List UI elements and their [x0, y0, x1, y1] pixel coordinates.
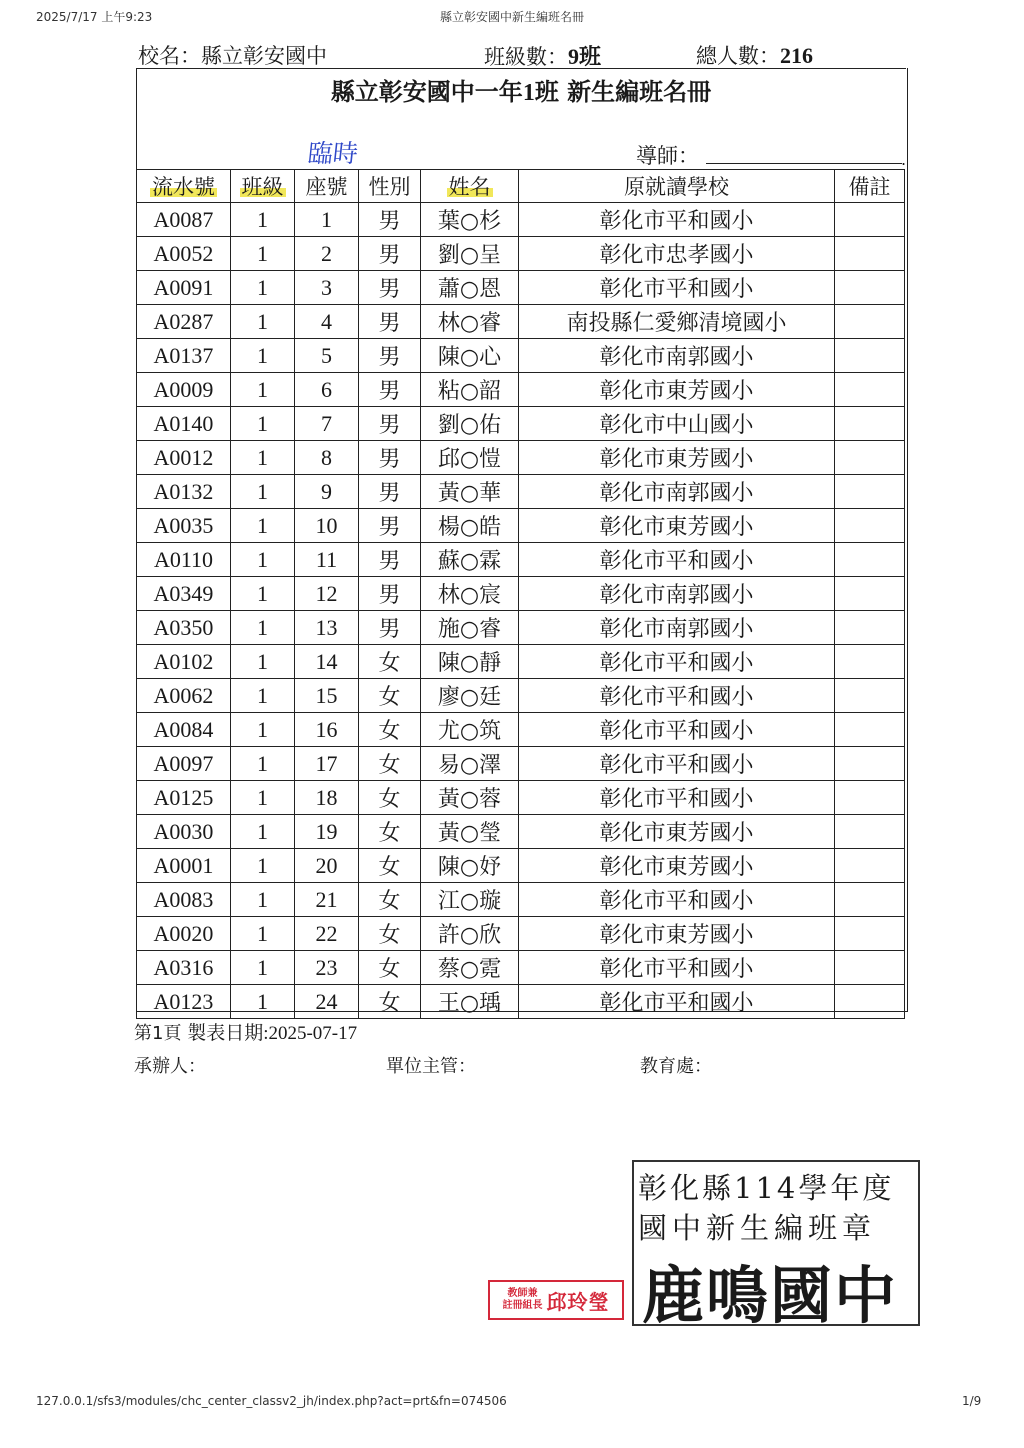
cell-prev-school: 彰化市忠孝國小 — [519, 237, 835, 271]
cell-gender: 男 — [359, 203, 421, 237]
registrar-title-line2: 註冊組長 — [502, 1300, 543, 1311]
class-count — [484, 40, 601, 71]
cell-seat: 16 — [295, 713, 359, 747]
table-row — [137, 781, 905, 815]
office-label: 教育處： — [640, 1056, 712, 1077]
supervisor-label: 單位主管： — [386, 1056, 476, 1077]
cell-prev-school: 彰化市平和國小 — [519, 781, 835, 815]
table-row — [137, 407, 905, 441]
cell-gender: 男 — [359, 611, 421, 645]
cell-prev-school: 彰化市南郭國小 — [519, 339, 835, 373]
cell-gender: 男 — [359, 237, 421, 271]
cell-gender: 男 — [359, 373, 421, 407]
cell-remarks — [835, 951, 905, 985]
cell-seat: 8 — [295, 441, 359, 475]
cell-seat: 13 — [295, 611, 359, 645]
cell-seat: 15 — [295, 679, 359, 713]
cell-seat: 14 — [295, 645, 359, 679]
cell-remarks — [835, 747, 905, 781]
table-row — [137, 849, 905, 883]
cell-name: 粘○韶 — [421, 373, 519, 407]
cell-gender: 女 — [359, 713, 421, 747]
cell-remarks — [835, 883, 905, 917]
cell-remarks — [835, 985, 905, 1019]
print-url: 127.0.0.1/sfs3/modules/chc_center_classv2_jh/index.php?act=prt&fn=074506 — [36, 1394, 507, 1408]
cell-seat: 11 — [295, 543, 359, 577]
cell-name: 陳○妤 — [421, 849, 519, 883]
cell-name: 施○睿 — [421, 611, 519, 645]
cell-name: 蔡○霓 — [421, 951, 519, 985]
cell-gender: 男 — [359, 339, 421, 373]
cell-serial: A0091 — [137, 271, 231, 305]
cell-class: 1 — [231, 407, 295, 441]
cell-class: 1 — [231, 271, 295, 305]
cell-gender: 女 — [359, 985, 421, 1019]
cell-serial: A0125 — [137, 781, 231, 815]
cell-name: 尤○筑 — [421, 713, 519, 747]
table-row — [137, 577, 905, 611]
cell-remarks — [835, 475, 905, 509]
cell-serial: A0350 — [137, 611, 231, 645]
cell-class: 1 — [231, 951, 295, 985]
seal-line-3: 鹿鳴國中 — [642, 1259, 899, 1332]
cell-prev-school: 彰化市南郭國小 — [519, 611, 835, 645]
cell-class: 1 — [231, 577, 295, 611]
cell-seat: 1 — [295, 203, 359, 237]
table-row — [137, 237, 905, 271]
cell-name: 黃○華 — [421, 475, 519, 509]
table-row — [137, 475, 905, 509]
cell-prev-school: 彰化市東芳國小 — [519, 509, 835, 543]
cell-serial: A0083 — [137, 883, 231, 917]
footer-date-label: 製表日期:2025-07-17 — [187, 1023, 358, 1044]
print-page-counter: 1/9 — [962, 1394, 982, 1408]
cell-prev-school: 南投縣仁愛鄉清境國小 — [519, 305, 835, 339]
col-header-gender: 性別 — [359, 170, 421, 203]
cell-name: 江○璇 — [421, 883, 519, 917]
cell-class: 1 — [231, 883, 295, 917]
cell-class: 1 — [231, 815, 295, 849]
cell-remarks — [835, 339, 905, 373]
cell-serial: A0009 — [137, 373, 231, 407]
cell-gender: 女 — [359, 815, 421, 849]
cell-gender: 女 — [359, 951, 421, 985]
cell-remarks — [835, 271, 905, 305]
roster-title — [136, 72, 906, 107]
school-info-bar — [138, 40, 908, 68]
cell-seat: 3 — [295, 271, 359, 305]
cell-serial: A0349 — [137, 577, 231, 611]
col-header-name: 姓名 — [421, 170, 519, 203]
teacher-signature-line — [706, 163, 902, 164]
cell-class: 1 — [231, 509, 295, 543]
cell-class: 1 — [231, 849, 295, 883]
cell-seat: 22 — [295, 917, 359, 951]
cell-name: 林○宸 — [421, 577, 519, 611]
cell-serial: A0035 — [137, 509, 231, 543]
seal-line-2: 國中新生編班章 — [638, 1211, 877, 1245]
cell-name: 蕭○恩 — [421, 271, 519, 305]
cell-class: 1 — [231, 305, 295, 339]
cell-gender: 男 — [359, 271, 421, 305]
cell-prev-school: 彰化市東芳國小 — [519, 373, 835, 407]
table-row — [137, 305, 905, 339]
cell-seat: 2 — [295, 237, 359, 271]
seal-line-1: 彰化縣114學年度 — [638, 1171, 895, 1205]
print-timestamp: 2025/7/17 上午9:23 — [36, 10, 153, 24]
cell-remarks — [835, 441, 905, 475]
cell-serial: A0132 — [137, 475, 231, 509]
cell-seat: 12 — [295, 577, 359, 611]
cell-class: 1 — [231, 747, 295, 781]
table-row — [137, 203, 905, 237]
cell-class: 1 — [231, 543, 295, 577]
cell-name: 陳○靜 — [421, 645, 519, 679]
table-row — [137, 543, 905, 577]
table-row — [137, 509, 905, 543]
cell-gender: 女 — [359, 849, 421, 883]
cell-serial: A0012 — [137, 441, 231, 475]
cell-gender: 男 — [359, 577, 421, 611]
cell-serial: A0030 — [137, 815, 231, 849]
cell-seat: 10 — [295, 509, 359, 543]
cell-prev-school: 彰化市平和國小 — [519, 985, 835, 1019]
col-header-seat: 座號 — [295, 170, 359, 203]
cell-class: 1 — [231, 713, 295, 747]
cell-class: 1 — [231, 441, 295, 475]
cell-prev-school: 彰化市平和國小 — [519, 713, 835, 747]
col-header-prev-school: 原就讀學校 — [519, 170, 835, 203]
cell-remarks — [835, 543, 905, 577]
cell-serial: A0087 — [137, 203, 231, 237]
cell-name: 楊○皓 — [421, 509, 519, 543]
cell-gender: 女 — [359, 883, 421, 917]
cell-prev-school: 彰化市平和國小 — [519, 747, 835, 781]
roster-body — [137, 203, 905, 1019]
cell-seat: 24 — [295, 985, 359, 1019]
cell-seat: 17 — [295, 747, 359, 781]
cell-prev-school: 彰化市平和國小 — [519, 203, 835, 237]
cell-class: 1 — [231, 611, 295, 645]
cell-serial: A0316 — [137, 951, 231, 985]
cell-remarks — [835, 373, 905, 407]
table-row — [137, 441, 905, 475]
cell-class: 1 — [231, 373, 295, 407]
handwritten-class-name: 臨時 — [306, 139, 360, 168]
cell-serial: A0102 — [137, 645, 231, 679]
cell-serial: A0123 — [137, 985, 231, 1019]
cell-remarks — [835, 509, 905, 543]
cell-class: 1 — [231, 781, 295, 815]
cell-gender: 男 — [359, 509, 421, 543]
title-suffix: 班 新生編班名冊 — [534, 78, 712, 106]
table-header-row — [137, 170, 905, 203]
cell-gender: 女 — [359, 747, 421, 781]
cell-gender: 女 — [359, 917, 421, 951]
print-header — [0, 8, 1024, 28]
cell-class: 1 — [231, 679, 295, 713]
cell-name: 林○睿 — [421, 305, 519, 339]
cell-prev-school: 彰化市平和國小 — [519, 543, 835, 577]
handler-label: 承辦人： — [134, 1056, 206, 1077]
cell-gender: 男 — [359, 441, 421, 475]
table-row — [137, 747, 905, 781]
col-header-serial: 流水號 — [137, 170, 231, 203]
cell-prev-school: 彰化市中山國小 — [519, 407, 835, 441]
cell-remarks — [835, 407, 905, 441]
cell-seat: 9 — [295, 475, 359, 509]
teacher-label: 導師： — [636, 144, 699, 168]
cell-serial: A0084 — [137, 713, 231, 747]
cell-name: 易○澤 — [421, 747, 519, 781]
cell-seat: 18 — [295, 781, 359, 815]
cell-prev-school: 彰化市東芳國小 — [519, 441, 835, 475]
footer-page-date — [134, 1018, 357, 1045]
cell-serial: A0020 — [137, 917, 231, 951]
cell-prev-school: 彰化市平和國小 — [519, 679, 835, 713]
cell-seat: 20 — [295, 849, 359, 883]
title-class-no: 1 — [522, 80, 535, 106]
cell-seat: 6 — [295, 373, 359, 407]
cell-remarks — [835, 237, 905, 271]
cell-prev-school: 彰化市南郭國小 — [519, 577, 835, 611]
cell-seat: 4 — [295, 305, 359, 339]
cell-gender: 男 — [359, 475, 421, 509]
cell-seat: 23 — [295, 951, 359, 985]
cell-class: 1 — [231, 203, 295, 237]
table-row — [137, 917, 905, 951]
registrar-title — [503, 1288, 543, 1312]
frame-top-rule — [136, 68, 906, 69]
cell-remarks — [835, 203, 905, 237]
class-count-value: 9班 — [568, 44, 602, 69]
table-row — [137, 373, 905, 407]
cell-remarks — [835, 679, 905, 713]
cell-prev-school: 彰化市東芳國小 — [519, 917, 835, 951]
cell-class: 1 — [231, 237, 295, 271]
cell-gender: 女 — [359, 781, 421, 815]
cell-prev-school: 彰化市平和國小 — [519, 951, 835, 985]
cell-class: 1 — [231, 917, 295, 951]
cell-remarks — [835, 815, 905, 849]
cell-name: 劉○佑 — [421, 407, 519, 441]
registrar-stamp — [488, 1280, 624, 1320]
class-count-label: 班級數： — [484, 45, 568, 69]
table-row — [137, 951, 905, 985]
registrar-name: 邱玲瑩 — [546, 1289, 610, 1314]
total-count — [696, 40, 813, 70]
cell-class: 1 — [231, 645, 295, 679]
cell-serial: A0097 — [137, 747, 231, 781]
cell-name: 蘇○霖 — [421, 543, 519, 577]
teacher-line-dot: . — [901, 150, 907, 169]
table-row — [137, 339, 905, 373]
cell-name: 黃○蓉 — [421, 781, 519, 815]
cell-class: 1 — [231, 475, 295, 509]
cell-remarks — [835, 611, 905, 645]
cell-remarks — [835, 713, 905, 747]
cell-gender: 男 — [359, 305, 421, 339]
cell-seat: 5 — [295, 339, 359, 373]
table-row — [137, 611, 905, 645]
cell-remarks — [835, 577, 905, 611]
table-row — [137, 883, 905, 917]
cell-serial: A0110 — [137, 543, 231, 577]
cell-name: 黃○瑩 — [421, 815, 519, 849]
cell-serial: A0052 — [137, 237, 231, 271]
cell-seat: 19 — [295, 815, 359, 849]
cell-gender: 男 — [359, 407, 421, 441]
cell-name: 葉○杉 — [421, 203, 519, 237]
table-row — [137, 815, 905, 849]
cell-remarks — [835, 849, 905, 883]
table-row — [137, 713, 905, 747]
cell-remarks — [835, 645, 905, 679]
table-row — [137, 271, 905, 305]
total-label: 總人數： — [696, 44, 780, 68]
total-value: 216 — [780, 43, 813, 68]
cell-prev-school: 彰化市平和國小 — [519, 645, 835, 679]
cell-name: 陳○心 — [421, 339, 519, 373]
table-row — [137, 645, 905, 679]
cell-remarks — [835, 781, 905, 815]
cell-prev-school: 彰化市南郭國小 — [519, 475, 835, 509]
school-name: 校名：縣立彰安國中 — [138, 44, 327, 68]
cell-serial: A0001 — [137, 849, 231, 883]
cell-prev-school: 彰化市東芳國小 — [519, 815, 835, 849]
cell-serial: A0062 — [137, 679, 231, 713]
registrar-title-line1: 教師兼 — [507, 1288, 538, 1299]
student-roster-table — [136, 169, 905, 1019]
cell-name: 許○欣 — [421, 917, 519, 951]
cell-serial: A0140 — [137, 407, 231, 441]
cell-gender: 女 — [359, 679, 421, 713]
cell-name: 王○瑀 — [421, 985, 519, 1019]
col-header-remarks: 備註 — [835, 170, 905, 203]
cell-name: 廖○廷 — [421, 679, 519, 713]
cell-serial: A0287 — [137, 305, 231, 339]
cell-remarks — [835, 305, 905, 339]
cell-class: 1 — [231, 985, 295, 1019]
cell-prev-school: 彰化市平和國小 — [519, 271, 835, 305]
cell-seat: 7 — [295, 407, 359, 441]
cell-prev-school: 彰化市東芳國小 — [519, 849, 835, 883]
print-page-title: 縣立彰安國中新生編班名冊 — [439, 10, 584, 24]
title-prefix: 縣立彰安國中一年 — [330, 78, 523, 106]
cell-gender: 男 — [359, 543, 421, 577]
cell-serial: A0137 — [137, 339, 231, 373]
cell-name: 邱○愷 — [421, 441, 519, 475]
class-assignment-seal — [632, 1160, 920, 1332]
table-row — [137, 679, 905, 713]
cell-remarks — [835, 917, 905, 951]
footer-page-label: 第1頁 — [134, 1023, 182, 1044]
table-row — [137, 985, 905, 1019]
cell-prev-school: 彰化市平和國小 — [519, 883, 835, 917]
cell-seat: 21 — [295, 883, 359, 917]
cell-name: 劉○呈 — [421, 237, 519, 271]
cell-class: 1 — [231, 339, 295, 373]
cell-gender: 女 — [359, 645, 421, 679]
col-header-class: 班級 — [231, 170, 295, 203]
